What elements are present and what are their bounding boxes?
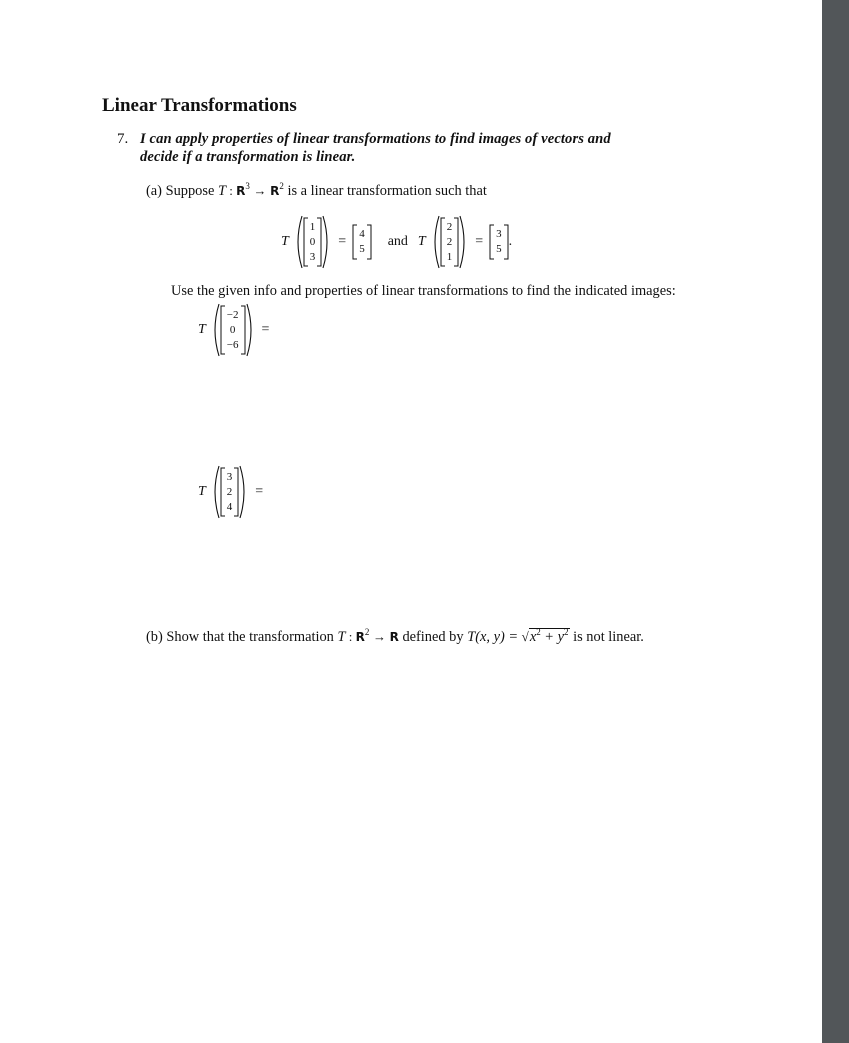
radicand-x: x (529, 629, 537, 645)
given2-output-vector (489, 224, 509, 260)
part-a-map-name: T (217, 183, 226, 199)
part-a-domain-exp: 3 (245, 181, 250, 191)
query2-map-name: T (198, 484, 206, 499)
radicand-y: + y (540, 629, 564, 645)
radicand-exp: 2 (536, 627, 541, 637)
part-b-codomain: R (389, 630, 399, 644)
part-a-domain: R (236, 184, 246, 198)
given2-input-entry: 2 (446, 235, 453, 248)
part-b-label: (b) (146, 629, 163, 645)
given1-output-entry: 4 (359, 228, 365, 240)
given2-map-name: T (417, 234, 426, 249)
given1-input-entry: 3 (309, 250, 316, 263)
given1-input-entry: 0 (309, 235, 316, 248)
part-b-map-name: T (337, 629, 346, 645)
part-a-suffix: is a linear transformation such that (287, 183, 487, 199)
given1-output-entry: 5 (359, 243, 365, 255)
given2-output-entry: 5 (496, 243, 502, 255)
given1-output-vector (352, 224, 372, 260)
given-equations (281, 214, 512, 270)
part-b-mid: defined by (402, 629, 464, 645)
part-a-instruction: Use the given info and properties of linear transformations to find the indicated images: (171, 283, 676, 299)
item-number: 7. (117, 131, 129, 147)
part-b-statement: (b) Show that the transformation T : $R^2 \to R$ defined by T(x, $y) = √x^2 + y^2$ is not linear. (146, 627, 644, 645)
equals-sign: = (255, 484, 264, 499)
given2-input-vector (430, 215, 470, 269)
given2-input-entry: 1 (446, 250, 453, 263)
part-a-label: (a) (146, 183, 162, 199)
radicand-exp: 2 (564, 627, 569, 637)
given1-input-entry: 1 (309, 220, 316, 233)
item-statement-line-1: I can apply properties of linear transformations to find images of vectors and (140, 131, 611, 147)
query1-map-name: T (198, 322, 206, 337)
query2-input-entry: 4 (226, 500, 233, 513)
part-b-domain-exp: 2 (364, 627, 370, 637)
given2-input-entry: 2 (446, 220, 453, 233)
given2-output-entry: 3 (496, 228, 502, 240)
query1-equation (198, 302, 269, 358)
query1-input-entry: −2 (226, 308, 239, 321)
part-b-domain: R (355, 630, 365, 644)
query2-input-entry: 2 (226, 485, 233, 498)
sqrt-expression: $√x^2 + y^2$ (521, 627, 569, 645)
query2-equation (198, 464, 263, 520)
given1-input-vector (293, 215, 333, 269)
equals-sign: = (475, 234, 484, 249)
part-b-function-lhs: T(x, y) = (467, 629, 519, 645)
section-title: Linear Transformations (102, 95, 297, 116)
part-b-prefix: Show that the transformation (166, 629, 334, 645)
query1-input-entry: −6 (226, 338, 239, 351)
query2-input-vector (210, 465, 250, 519)
part-a-codomain: R (270, 184, 280, 198)
query1-input-entry: 0 (229, 323, 236, 336)
period: . (508, 234, 513, 249)
part-a-prefix: Suppose (165, 183, 215, 199)
viewer-scrollbar-track[interactable] (822, 0, 849, 1043)
equals-sign: = (338, 234, 347, 249)
connector-and: and (387, 234, 408, 249)
part-a-intro: (a) Suppose T : $R^3 \to R^2$ is a linear transformation such that (146, 181, 487, 199)
part-a-codomain-exp: 2 (279, 181, 284, 191)
equals-sign: = (261, 322, 270, 337)
query1-input-vector (210, 303, 256, 357)
query2-input-entry: 3 (226, 470, 233, 483)
given1-map-name: T (281, 234, 289, 249)
item-statement-line-2: decide if a transformation is linear. (140, 149, 356, 165)
part-b-suffix: is not linear. (573, 629, 644, 645)
